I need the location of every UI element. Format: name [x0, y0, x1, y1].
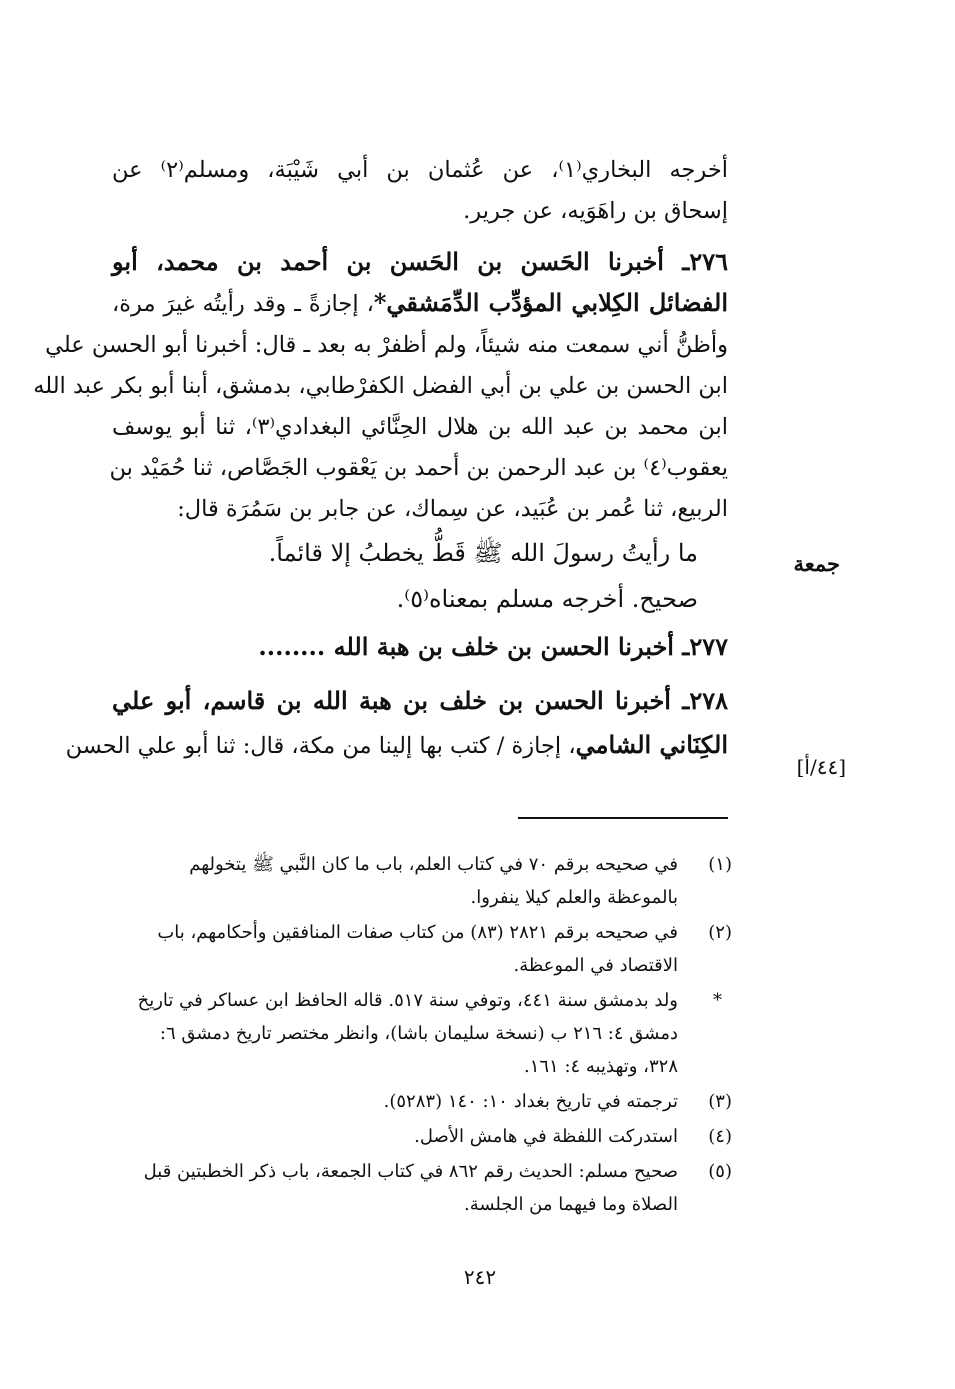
footnote-line: في صحيحه برقم ٢٨٢١ (٨٣) من كتاب صفات المنافقين وأحكامهم، باب [157, 922, 678, 943]
hadith-text: ما رأيتُ رسولَ الله ﷺ قَطُّ يخطبُ إلا قائماً. [268, 539, 698, 567]
footnote-separator [518, 817, 728, 819]
text-line: إسحاق بن راهَوَيه، عن جرير. [463, 198, 728, 224]
footnote [112, 916, 732, 982]
footnote-line: ولد بدمشق سنة ٤٤١، وتوفي سنة ٥١٧. قاله الحافظ ابن عساكر في تاريخ [137, 990, 678, 1011]
page-number: ٢٤٢ [463, 1265, 497, 1289]
footnote-mark: (٢) [708, 922, 732, 943]
footnote-line: في صحيحه برقم ٧٠ في كتاب العلم، باب ما كان النَّبي ﷺ يتخولهم [189, 854, 678, 875]
text-segment: ، إجازةً ـ وقد رأيتُه غيرَ مرة، [112, 291, 374, 317]
narrator-name: الكِنَاني الشامي [575, 730, 728, 759]
footnote-mark: (١) [708, 854, 732, 875]
footnote-line: الاقتصاد في الموعظة. [513, 955, 678, 976]
hadith-277-text: ٢٧٧ـ أخبرنا الحسن بن خلف بن هبة الله [333, 632, 728, 661]
footnote-line: ٣٢٨، وتهذيبه ٤: ١٦١. [523, 1056, 678, 1077]
main-text [33, 150, 729, 767]
footnote-mark: * [713, 990, 722, 1011]
footnote-mark: (٤) [708, 1126, 732, 1147]
hadith-278-heading: ٢٧٨ـ أخبرنا الحسن بن خلف بن هبة الله بن قاسم، أبو علي [112, 686, 729, 715]
footnote-line: استدركت اللفظة في هامش الأصل. [414, 1126, 678, 1147]
narrator-name: الفضائل الكِلابي المؤدِّب الدِّمَشقي* [373, 288, 728, 317]
ellipsis-dots: ........ [258, 632, 326, 661]
text-line: ابن الحسن بن علي بن أبي الفضل الكفرْطابي، بدمشق، أبنا أبو بكر عبد الله [33, 373, 728, 399]
text-line: وأظنُّ أني سمعت منه شيئاً، ولم أظفرْ به بعد ـ قال: أخبرنا أبو الحسن علي [45, 332, 728, 358]
hadith-276-heading: ٢٧٦ـ أخبرنا الحَسن بن الحَسن بن أحمد بن محمد، أبو [112, 247, 728, 276]
footnote-mark: (٥) [708, 1161, 732, 1182]
footnote-line: دمشق ٤: ٢١٦ ب (نسخة سليمان باشا)، وانظر مختصر تاريخ دمشق ٦: [159, 1023, 678, 1044]
footnote [112, 1155, 732, 1221]
footnote-line: ترجمته في تاريخ بغداد ١٠: ١٤٠ (٥٢٨٣). [383, 1091, 678, 1112]
hadith-277-heading [112, 622, 728, 672]
footnote-mark: (٣) [708, 1091, 732, 1112]
footnote [112, 1085, 732, 1118]
hadith-grading: صحيح. أخرجه مسلم بمعناه⁽٥⁾. [396, 585, 698, 613]
margin-topic: جمعة [793, 551, 840, 576]
footnote-line: صحيح مسلم: الحديث رقم ٨٦٢ في كتاب الجمعة، باب ذكر الخطبتين قبل [143, 1161, 678, 1182]
text-line [65, 724, 728, 767]
text-line: يعقوب⁽٤⁾ بن عبد الرحمن بن أحمد بن يَعْقوب الجَصَّاص، ثنا حُمَيْد بن [109, 455, 728, 481]
footnotes [112, 848, 732, 1223]
text-line: أخرجه البخاري⁽١⁾، عن عُثمان بن أبي شَيْبَة، ومسلم⁽٢⁾ عن [112, 157, 728, 183]
text-line [112, 282, 728, 325]
footnote [112, 1120, 732, 1153]
text-segment: ، إجازة / كتب بها إلينا من مكة، قال: ثنا أبو علي الحسن [65, 733, 576, 759]
footnote-line: الصلاة وما فيهما من الجلسة. [463, 1194, 678, 1215]
text-line: ابن محمد بن عبد الله بن هلال الحِنَّائي البغدادي⁽٣⁾، ثنا أبو يوسف [112, 414, 728, 440]
footnote [112, 984, 732, 1083]
text-line: الربيع، ثنا عُمر بن عُبَيد، عن سِماك، عن جابر بن سَمُرَة قال: [177, 496, 728, 522]
margin-folio: [٤٤/أ] [796, 755, 846, 779]
footnote [112, 848, 732, 914]
footnote-line: بالموعظة والعلم كيلا ينفروا. [470, 887, 678, 908]
